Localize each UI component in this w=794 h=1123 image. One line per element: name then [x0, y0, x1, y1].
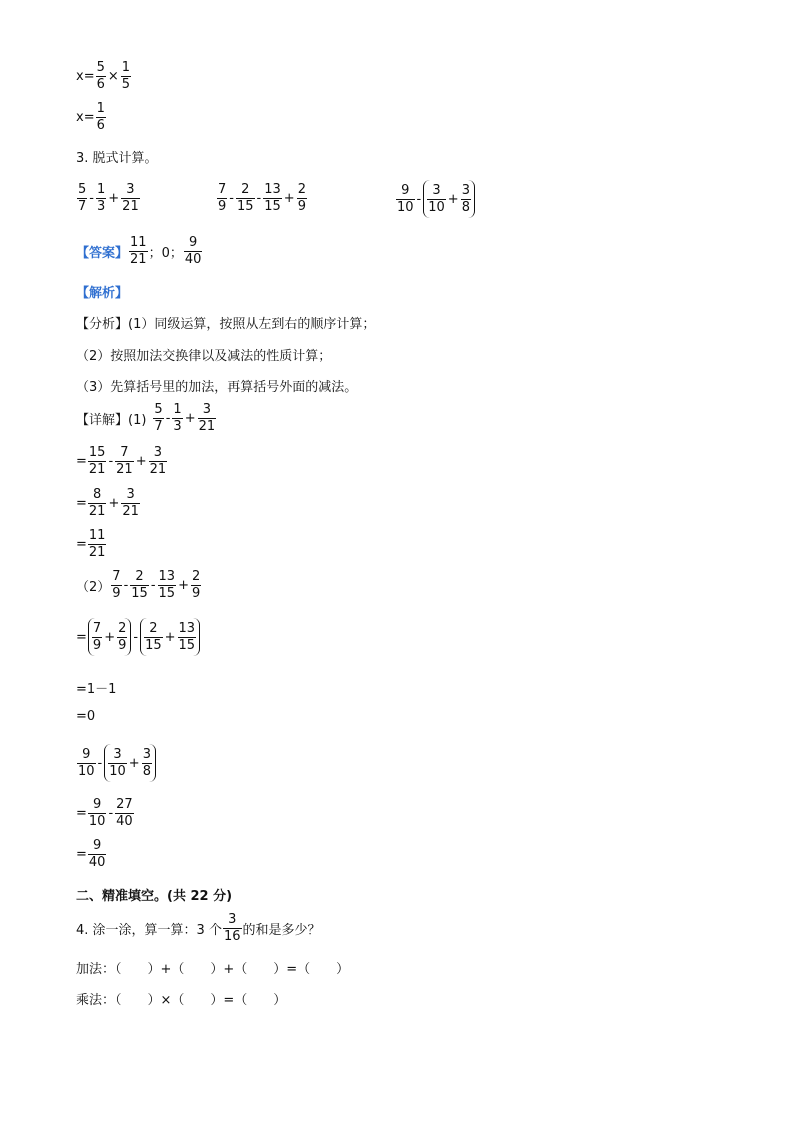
analysis-point-1: 【分析】(1）同级运算，按照从左到右的顺序计算； [76, 317, 376, 332]
equation-lhs: x= [76, 69, 95, 84]
numerator: 5 [78, 182, 87, 197]
fraction [461, 183, 471, 216]
numerator: 1 [96, 101, 105, 116]
operator: - [108, 806, 114, 821]
denominator: 21 [88, 504, 106, 519]
numerator: 3 [228, 912, 237, 927]
denominator: 9 [297, 199, 306, 214]
question-3-title: 3. 脱式计算。 [76, 151, 158, 166]
numerator: 13 [158, 569, 176, 584]
analysis-point-3: （3）先算括号里的加法，再算括号外面的减法。 [76, 380, 358, 395]
numerator: 2 [118, 620, 127, 636]
numerator: 3 [461, 182, 470, 198]
detail-step-3: = $\frac{8}{21}$ + $\frac{3}{21}$ [76, 487, 139, 519]
operator: - [150, 578, 156, 593]
operator: - [123, 578, 129, 593]
fraction [198, 402, 217, 435]
numerator: 11 [130, 235, 147, 250]
fraction [88, 487, 107, 520]
numerator: 13 [264, 182, 281, 197]
denominator: 10 [397, 199, 414, 215]
denominator: 15 [158, 586, 176, 601]
operator: + [128, 755, 140, 771]
detail-step-11: = $\frac{9}{40}$ [76, 838, 106, 870]
denominator: 21 [130, 252, 147, 267]
operator: + [108, 191, 120, 206]
fraction [184, 235, 203, 268]
fraction [427, 183, 446, 216]
denominator: 40 [184, 252, 202, 267]
fraction [96, 182, 106, 215]
fraction [121, 487, 140, 520]
denominator: 9 [218, 199, 227, 214]
denominator: 10 [109, 763, 126, 779]
fraction [88, 528, 107, 561]
parentheses [104, 744, 156, 782]
detail-step-5 [76, 569, 202, 602]
question-4: 4. 涂一涂，算一算：3 个 $\frac{3}{16}$ 的和是多少？ [76, 912, 321, 944]
numerator: 2 [191, 569, 201, 584]
denominator: 10 [78, 763, 95, 779]
detail-label: （2） [76, 580, 111, 595]
analysis-label: 【解析】 [76, 286, 129, 301]
fraction [149, 445, 168, 478]
section-2-title: 二、精准填空。(共 22 分) [76, 889, 233, 904]
fraction [96, 60, 106, 93]
fraction [129, 235, 148, 268]
operator: - [165, 411, 171, 426]
denominator: 3 [96, 199, 106, 214]
numerator: 9 [401, 182, 410, 198]
detail-step-4: = $\frac{11}{21}$ [76, 528, 106, 560]
denominator: 21 [122, 199, 139, 214]
answer-line [76, 235, 203, 268]
detail-step-10: = $\frac{9}{10}$ - $\frac{27}{40}$ [76, 797, 133, 829]
numerator: 27 [116, 797, 133, 812]
numerator: 3 [202, 402, 211, 417]
operator: - [89, 191, 94, 206]
fraction [111, 569, 121, 602]
expression-3 [395, 180, 476, 218]
denominator: 10 [428, 199, 445, 215]
numerator: 7 [218, 182, 227, 197]
fraction [117, 621, 127, 654]
numerator: 11 [88, 528, 106, 543]
numerator: 3 [142, 746, 151, 762]
numerator: 3 [432, 182, 441, 198]
answer-label: 【答案】 [76, 246, 129, 261]
fraction [121, 60, 131, 93]
numerator: 2 [135, 569, 144, 584]
addition-fill-line[interactable]: 加法：（ ）+（ ）+（ ）=（ ） [76, 962, 350, 977]
numerator: 1 [121, 60, 131, 75]
fraction [96, 101, 106, 134]
answer-separator: ；0； [148, 246, 183, 261]
numerator: 5 [96, 60, 105, 75]
numerator: 9 [93, 797, 102, 812]
fraction [158, 569, 177, 602]
numerator: 7 [112, 569, 121, 584]
denominator: 21 [88, 545, 106, 560]
operator: + [283, 191, 295, 206]
fraction [121, 182, 140, 215]
denominator: 7 [154, 419, 163, 434]
parentheses [140, 618, 200, 656]
denominator: 9 [112, 586, 121, 601]
denominator: 9 [118, 637, 127, 653]
numerator: 2 [297, 182, 306, 197]
fraction [223, 912, 242, 945]
fraction [115, 797, 134, 830]
denominator: 21 [116, 462, 133, 477]
parentheses [88, 618, 131, 656]
fraction [130, 569, 149, 602]
denominator: 7 [78, 199, 87, 214]
numerator: 3 [126, 182, 135, 197]
denominator: 5 [121, 77, 131, 92]
denominator: 6 [96, 118, 105, 133]
denominator: 15 [264, 199, 281, 214]
analysis-point-2: （2）按照加法交换律以及减法的性质计算； [76, 349, 332, 364]
expression-2 [216, 182, 308, 215]
operator: - [133, 629, 139, 645]
denominator: 6 [96, 77, 105, 92]
numerator: 5 [154, 402, 163, 417]
fraction [178, 621, 197, 654]
denominator: 16 [223, 929, 241, 944]
fraction [88, 838, 107, 871]
numerator: 13 [178, 620, 196, 636]
fraction [153, 402, 163, 435]
parentheses [423, 180, 475, 218]
denominator: 8 [142, 763, 151, 779]
numerator: 2 [149, 620, 158, 636]
denominator: 15 [178, 637, 196, 653]
fraction [172, 402, 182, 435]
fraction [77, 747, 96, 780]
fraction [108, 747, 127, 780]
denominator: 8 [461, 199, 470, 215]
fraction [115, 445, 134, 478]
numerator: 1 [96, 182, 106, 197]
fraction [263, 182, 282, 215]
fraction [77, 182, 87, 215]
denominator: 21 [198, 419, 216, 434]
numerator: 8 [93, 487, 102, 502]
numerator: 9 [188, 235, 198, 250]
equation-lhs: x= [76, 110, 95, 125]
numerator: 15 [88, 445, 106, 460]
denominator: 40 [116, 814, 133, 829]
numerator: 3 [153, 445, 163, 460]
multiplication-fill-line[interactable]: 乘法：（ ）×（ ）=（ ） [76, 993, 287, 1008]
operator: - [229, 191, 234, 206]
operator: + [447, 191, 459, 207]
numerator: 2 [241, 182, 250, 197]
operator: × [107, 69, 119, 84]
denominator: 15 [131, 586, 148, 601]
denominator: 15 [236, 199, 254, 214]
operator: + [108, 496, 120, 511]
denominator: 15 [145, 637, 162, 653]
fraction [297, 182, 307, 215]
fraction [236, 182, 255, 215]
fraction [217, 182, 227, 215]
fraction [396, 183, 415, 216]
detail-label: 【详解】(1) [76, 413, 147, 428]
solution-line-2 [76, 101, 107, 134]
numerator: 7 [120, 445, 129, 460]
denominator: 21 [88, 462, 106, 477]
solution-line-1 [76, 60, 132, 93]
fraction [144, 621, 163, 654]
detail-step-1 [76, 402, 217, 435]
denominator: 21 [149, 462, 167, 477]
detail-step-9 [76, 744, 157, 782]
denominator: 21 [122, 504, 139, 519]
operator: + [184, 411, 196, 426]
numerator: 3 [126, 487, 135, 502]
fraction [88, 445, 107, 478]
expression-1 [76, 182, 141, 215]
operator: - [416, 191, 422, 207]
denominator: 3 [173, 419, 182, 434]
fraction [142, 747, 152, 780]
detail-step-7: =1－1 [76, 682, 117, 697]
operator: - [256, 191, 262, 206]
numerator: 7 [92, 620, 102, 636]
operator: + [178, 578, 189, 593]
numerator: 9 [93, 838, 102, 853]
operator: + [164, 629, 176, 645]
fraction [191, 569, 201, 602]
operator: - [97, 755, 103, 771]
denominator: 40 [88, 855, 106, 870]
operator: + [135, 454, 147, 469]
detail-step-2: = $\frac{15}{21}$ - $\frac{7}{21}$ + $\frac{3}{21}$ [76, 445, 167, 477]
denominator: 10 [88, 814, 106, 829]
fraction [88, 797, 107, 830]
numerator: 1 [173, 402, 182, 417]
denominator: 9 [191, 586, 201, 601]
detail-step-8: =0 [76, 709, 96, 724]
operator: + [104, 629, 116, 645]
numerator: 9 [82, 746, 91, 762]
denominator: 9 [92, 637, 102, 653]
operator: - [108, 454, 114, 469]
numerator: 3 [113, 746, 122, 762]
detail-step-6: = $\frac{7}{9}$ + $\frac{2}{9}$ - $\frac{2}{15}$ + $\frac{13}{15}$ [76, 618, 201, 656]
fraction [92, 621, 102, 654]
